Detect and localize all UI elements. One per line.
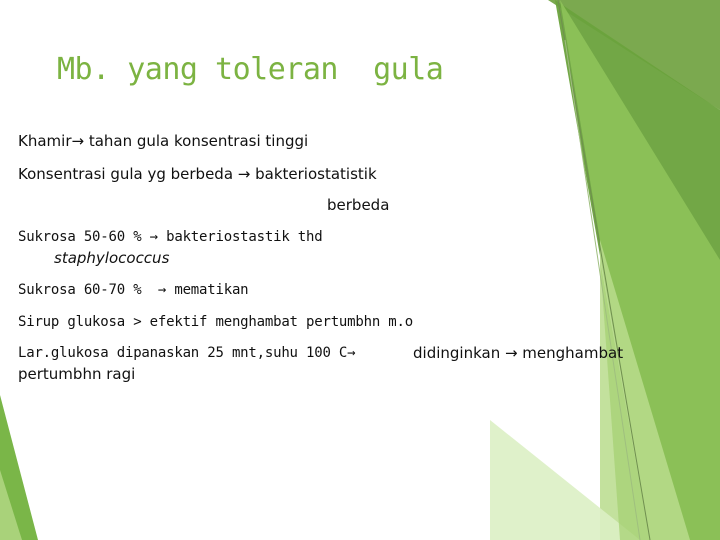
text-line-lar-glukosa: Lar.glukosa dipanaskan 25 mnt,suhu 100 C→ bbox=[18, 345, 356, 361]
text-line-khamir: Khamir→ tahan gula konsentrasi tinggi bbox=[18, 132, 309, 150]
text-line-sukrosa-50-60: Sukrosa 50-60 % → bakteriostastik thd bbox=[18, 229, 323, 245]
text-line-pertumbhn-ragi: pertumbhn ragi bbox=[18, 365, 136, 383]
text-line-didinginkan: didinginkan → menghambat bbox=[413, 344, 624, 362]
text-line-konsentrasi: Konsentrasi gula yg berbeda → bakteriostatistik bbox=[18, 165, 377, 183]
text-line-sirup-glukosa: Sirup glukosa > efektif menghambat pertumbhn m.o bbox=[18, 314, 413, 330]
slide-title: Mb. yang toleran gula bbox=[57, 52, 444, 87]
text-line-staphylococcus: staphylococcus bbox=[54, 249, 170, 267]
text-line-berbeda: berbeda bbox=[327, 196, 390, 214]
text-line-sukrosa-60-70: Sukrosa 60-70 % → mematikan bbox=[18, 282, 249, 298]
